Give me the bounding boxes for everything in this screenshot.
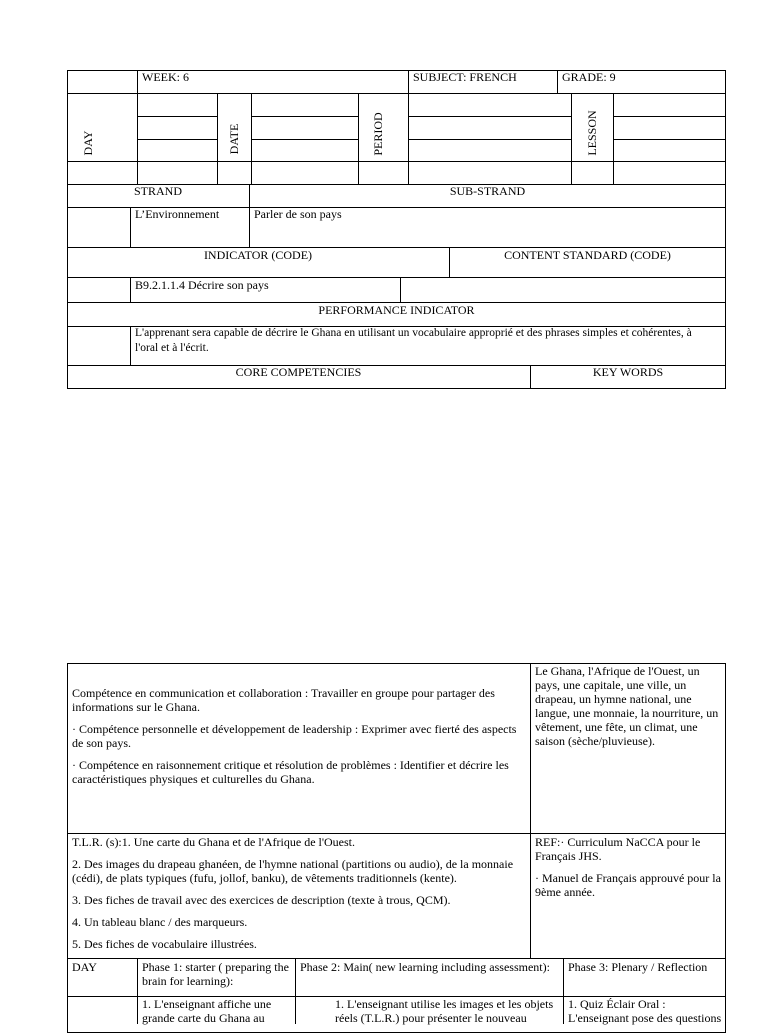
period-label: PERIOD [371,112,385,156]
phase3-content: 1. Quiz Éclair Oral : L'enseignant pose des questions [568,997,722,1025]
strand-label: STRAND [133,184,182,198]
competency-item: · Compétence en raisonnement critique et résolution de problèmes : Identifier et décrire les caractéristiques physiques et culturelles du Ghana. [72,758,509,786]
performance-indicator-line2: l'oral et à l'écrit. [135,342,209,354]
performance-indicator-line1: L'apprenant sera capable de décrire le Ghana en utilisant un vocabulaire approprié et des phrases simples et cohérentes, à [135,327,692,339]
key-words-label: KEY WORDS [592,365,664,379]
sub-strand-value: Parler de son pays [254,207,342,221]
tlr-list [72,835,524,959]
grade-label: GRADE: 9 [562,70,616,84]
content-standard-label: CONTENT STANDARD (CODE) [504,248,671,262]
day-label: DAY [81,130,95,156]
indicator-value: B9.2.1.1.4 Décrire son pays [135,278,269,292]
phase1-content: 1. L'enseignant affiche une grande carte du Ghana au [142,997,272,1025]
tlr-item: 3. Des fiches de travail avec des exercices de description (texte à trous, QCM). [72,893,451,907]
strand-value: L’Environnement [135,207,220,221]
phase1-header: Phase 1: starter ( preparing the brain for learning): [142,960,289,988]
tlr-item: T.L.R. (s):1. Une carte du Ghana et de l'Afrique de l'Ouest. [72,835,356,849]
ref-list [535,835,723,907]
tlr-item: 4. Un tableau blanc / des marqueurs. [72,915,248,929]
ref-item: REF:· Curriculum NaCCA pour le Français JHS. [535,835,701,863]
sub-strand-label: SUB-STRAND [449,184,526,198]
phase2-content: 1. L'enseignant utilise les images et les objets réels (T.L.R.) pour présenter le nouveau [335,997,554,1025]
competency-item: Compétence en communication et collaboration : Travailler en groupe pour partager des informations sur le Ghana. [72,686,495,714]
subject-label: SUBJECT: FRENCH [413,70,517,84]
phase3-header: Phase 3: Plenary / Reflection [568,960,708,974]
tlr-item: 5. Des fiches de vocabulaire illustrées. [72,937,257,951]
performance-indicator-label: PERFORMANCE INDICATOR [318,303,475,317]
phase-day-label: DAY [72,960,97,974]
core-competencies-label: CORE COMPETENCIES [235,365,362,379]
lesson-label: LESSON [585,110,599,156]
phase2-header: Phase 2: Main( new learning including assessment): [300,960,550,974]
key-words-text: Le Ghana, l'Afrique de l'Ouest, un pays, une capitale, une ville, un drapeau, un hymne national, une langue, une monnaie, la nourriture, un vêtement, une fête, un climat, une saison (sèche/pluvieuse). [535,664,719,748]
core-competencies-list [72,686,524,794]
indicator-label: INDICATOR (CODE) [203,248,313,262]
week-label: WEEK: 6 [142,70,189,84]
date-label: DATE [227,123,241,155]
tlr-item: 2. Des images du drapeau ghanéen, de l'hymne national (partitions ou audio), de la monnaie (cédi), de plats typiques (fufu, jollof, banku), de vêtements traditionnels (kente). [72,857,514,885]
competency-item: · Compétence personnelle et développement de leadership : Exprimer avec fierté des aspects de son pays. [72,722,517,750]
ref-item: · Manuel de Français approuvé pour la 9ème année. [535,871,721,899]
